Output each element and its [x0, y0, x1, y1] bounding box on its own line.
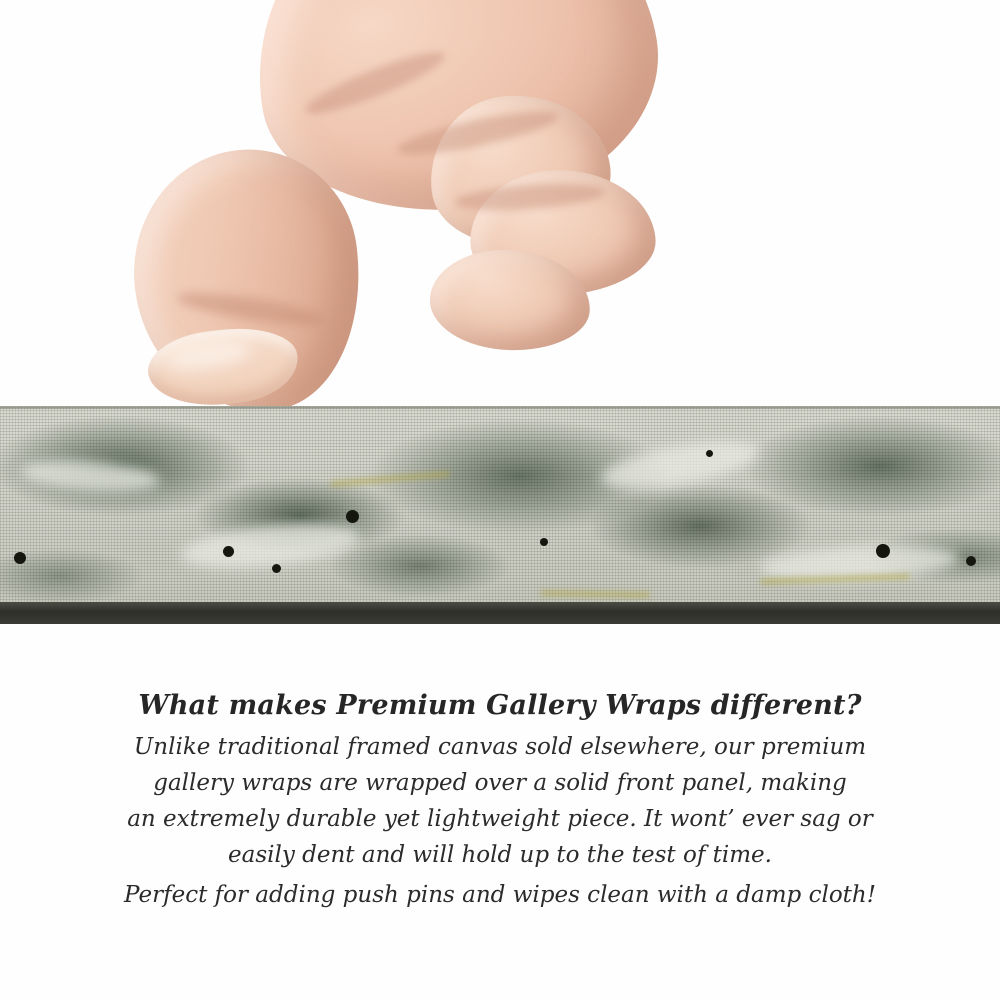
caption-line-1: Unlike traditional framed canvas sold elsewhere, our premium	[133, 734, 867, 760]
canvas-top-edge-line	[0, 406, 1000, 409]
caption-block	[0, 690, 1000, 913]
canvas-edge-strip	[0, 406, 1000, 624]
caption-line-4: easily dent and will hold up to the test of time.	[228, 842, 772, 868]
canvas-speck-4	[14, 552, 26, 564]
canvas-speck-3	[272, 564, 281, 573]
canvas-weave-texture	[0, 406, 1000, 624]
canvas-speck-1	[346, 510, 359, 523]
caption-line-3: an extremely durable yet lightweight piece. It wont’ ever sag or	[127, 806, 873, 832]
canvas-speck-2	[223, 546, 234, 557]
canvas-bottom-edge	[0, 602, 1000, 624]
hand-illustration	[0, 0, 1000, 408]
canvas-speck-6	[876, 544, 890, 558]
canvas-speck-8	[706, 450, 713, 457]
canvas-speck-7	[966, 556, 976, 566]
canvas-speck-5	[540, 538, 548, 546]
caption-heading: What makes Premium Gallery Wraps different?	[138, 690, 862, 721]
caption-line-2: gallery wraps are wrapped over a solid front panel, making	[153, 770, 847, 796]
caption-line-5: Perfect for adding push pins and wipes clean with a damp cloth!	[124, 882, 876, 908]
